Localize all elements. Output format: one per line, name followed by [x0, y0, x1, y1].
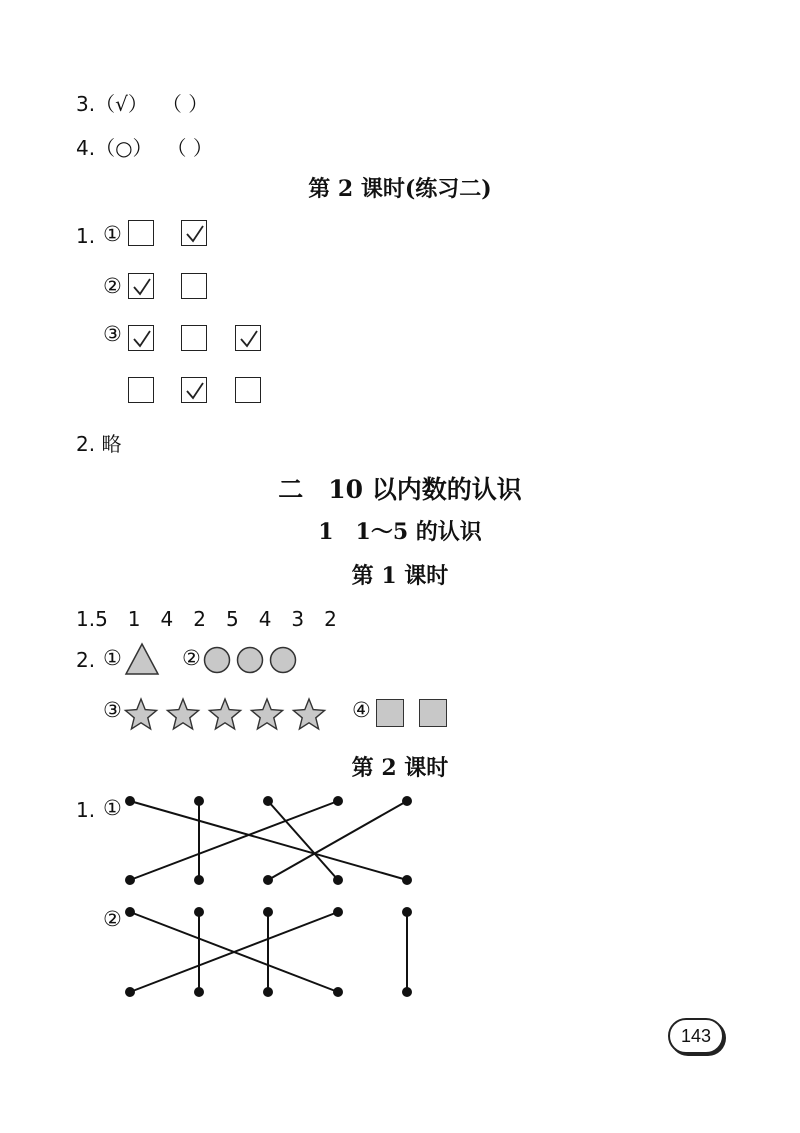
practice-marker-1: ①	[103, 222, 122, 246]
dot	[333, 875, 343, 885]
lesson2-title: 第 2 课时	[351, 755, 449, 781]
section-title-lesson2-practice: 第 2 课时(练习二)	[308, 176, 492, 202]
connector-line	[130, 801, 338, 880]
dot	[333, 987, 343, 997]
lesson1-marker-1: ①	[103, 646, 122, 670]
lesson2-marker-1: ①	[103, 796, 122, 820]
lesson1-q1: 1.5 1 4 2 5 4 3 2	[76, 607, 337, 631]
lesson1-marker-2: ②	[182, 646, 201, 670]
dot	[402, 907, 412, 917]
practice-marker-3: ③	[103, 322, 122, 346]
dot	[402, 796, 412, 806]
lesson1-title: 第 1 课时	[351, 563, 449, 589]
chapter-title: 二 10 以内数的认识	[278, 475, 522, 504]
answer-4-paren2: （ ）	[166, 136, 213, 160]
connector-line	[268, 801, 407, 880]
answer-3-paren1: （√）	[95, 92, 148, 116]
practice-q1-label: 1.	[76, 224, 96, 248]
answer-3-paren2: （ ）	[161, 92, 209, 116]
connector-line	[268, 801, 338, 880]
lesson2-q1-label: 1.	[76, 798, 96, 822]
dot	[125, 875, 135, 885]
connector-line	[130, 801, 407, 880]
lesson1-marker-3: ③	[103, 698, 122, 722]
chapter-subtitle: 1 1～5 的认识	[318, 519, 482, 545]
lesson2-marker-2: ②	[103, 907, 122, 931]
dot	[194, 907, 204, 917]
answer-3-label: 3.	[76, 92, 96, 116]
lesson1-q2-label: 2.	[76, 648, 96, 672]
dot	[263, 907, 273, 917]
answer-4-label: 4.	[76, 136, 96, 160]
dot	[194, 796, 204, 806]
dot	[263, 875, 273, 885]
dot	[125, 987, 135, 997]
dot	[402, 987, 412, 997]
dot	[194, 987, 204, 997]
dot	[125, 907, 135, 917]
dot	[194, 875, 204, 885]
page-number: 143	[668, 1018, 724, 1054]
lesson1-marker-4: ④	[352, 698, 371, 722]
dot	[125, 796, 135, 806]
practice-marker-2: ②	[103, 274, 122, 298]
dot	[402, 875, 412, 885]
dot	[263, 987, 273, 997]
dot	[263, 796, 273, 806]
practice-q2: 2. 略	[76, 432, 122, 456]
answer-4-paren1: （○）	[95, 136, 153, 160]
dot	[333, 907, 343, 917]
dot	[333, 796, 343, 806]
